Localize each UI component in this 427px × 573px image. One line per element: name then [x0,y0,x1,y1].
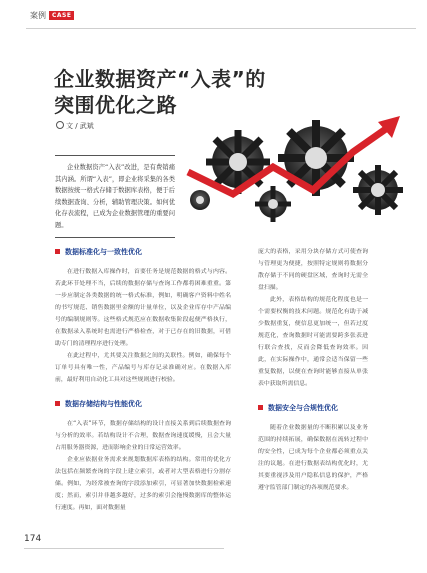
gear-icon [190,190,210,210]
gears-arrow-illustration [178,112,413,227]
body-paragraph: 在进行数据入库操作时，首要任务是规范数据的格式与内容。若此环节处理不当，后续的数据存储与查询工作都将困难重重。第一步应制定各类数据的统一格式标准，例如，明确客户资料中姓名的书写规范、销售数据里金额的计量单位，以及企业库存中产品编号的编制规则等。这些格式规范应在数据收集阶段起便严格执行，在数据录入系统时也需进行严格检查，对于已存在的旧数据，可借助专门的清理程序进行处理。 [55,269,231,347]
circle-bullet-icon [56,121,64,129]
article-title-line-2: 突围优化之路 [54,93,177,117]
article-title-line-1: 企业数据资产“入表”的 [54,67,266,91]
section-badge: CASE [49,11,74,20]
abstract-text: 企业数据资产“入表”改进，是有费销痛其内涵。所谓“入表”，即企业将采集的各类数据按统一格式存储于数据库表格，便于后续数据查询、分析，辅助管理决策。如何优化存表流程，已成为企业数据管理的重要问题。 [55,164,175,229]
body-paragraph: 在“入表”环节，数据存储结构的设计直接关系到后续数据查询与分析的效率。若结构设计不合理，数据查询速度缓慢，且会大量占用服务器资源，进而影响企业的日常运营效率。 [55,421,231,451]
article-title [54,66,314,118]
body-paragraph: 企业应依据业务需求来规划数据库表格的结构。常用的优化方法包括在频繁查询的字段上建立索引，或者对大型表格进行分割存储。例如，为经常被查询的字段添加索引，可显著加快数据检索速度；然而，索引并非越多越好，过多的索引会拖慢数据库的整体运行速度。再如，面对数据量 [55,457,231,511]
section-heading: 数据标准化与一致性优化 [55,246,231,258]
section-label-block [30,10,74,21]
gear-icon [353,165,403,215]
body-paragraph: 在此过程中，尤其要关注数据之间的关联性。例如，确保每个订单号具有唯一性，产品编号与库存记录准确对应。在数据入库前，最好利用自动化工具对这些规则进行校验。 [55,353,231,383]
right-column [258,246,368,494]
section-heading: 数据存储结构与性能优化 [55,398,231,410]
header-divider [26,28,416,29]
section-label: 案例 [30,11,46,20]
body-paragraph: 庞大的表格，采用分块存储方式可使查询与管理更为便捷，按照特定规则将数据分散存储于不同的硬盘区域，查询时无需全盘扫描。 [258,249,368,291]
body-paragraph: 此外，表格结构的规范化程度也是一个需要权衡的技术问题。规范化有助于减少数据重复，便信息更加统一，但若过度规范化，查询数据时可能需要跨多张表进行联合查找，反而会降低查询效率。因此，在实际操作中，通常会适当保留一些重复数据，以便在查询时能够直接从单张表中获取所需信息。 [258,297,368,387]
section-heading: 数据安全与合规性优化 [258,402,368,414]
author-name: 文 / 武斌 [66,122,94,130]
gear-icon [255,186,291,222]
author-byline [56,121,94,131]
abstract-box [55,155,175,238]
left-column [55,246,231,514]
page-number: 174 [24,534,42,544]
body-paragraph: 随着企业数据量的不断积累以及业务范围的持续拓展，确保数据在流转过程中的安全性，已成为每个企业都必须重点关注的议题。在进行数据表结构优化时，尤其要重视涉及用户隐私信息的保护，严格遵守监管部门制定的各项规范要求。 [258,425,368,491]
footer-divider [24,548,224,549]
page-header [0,0,427,34]
